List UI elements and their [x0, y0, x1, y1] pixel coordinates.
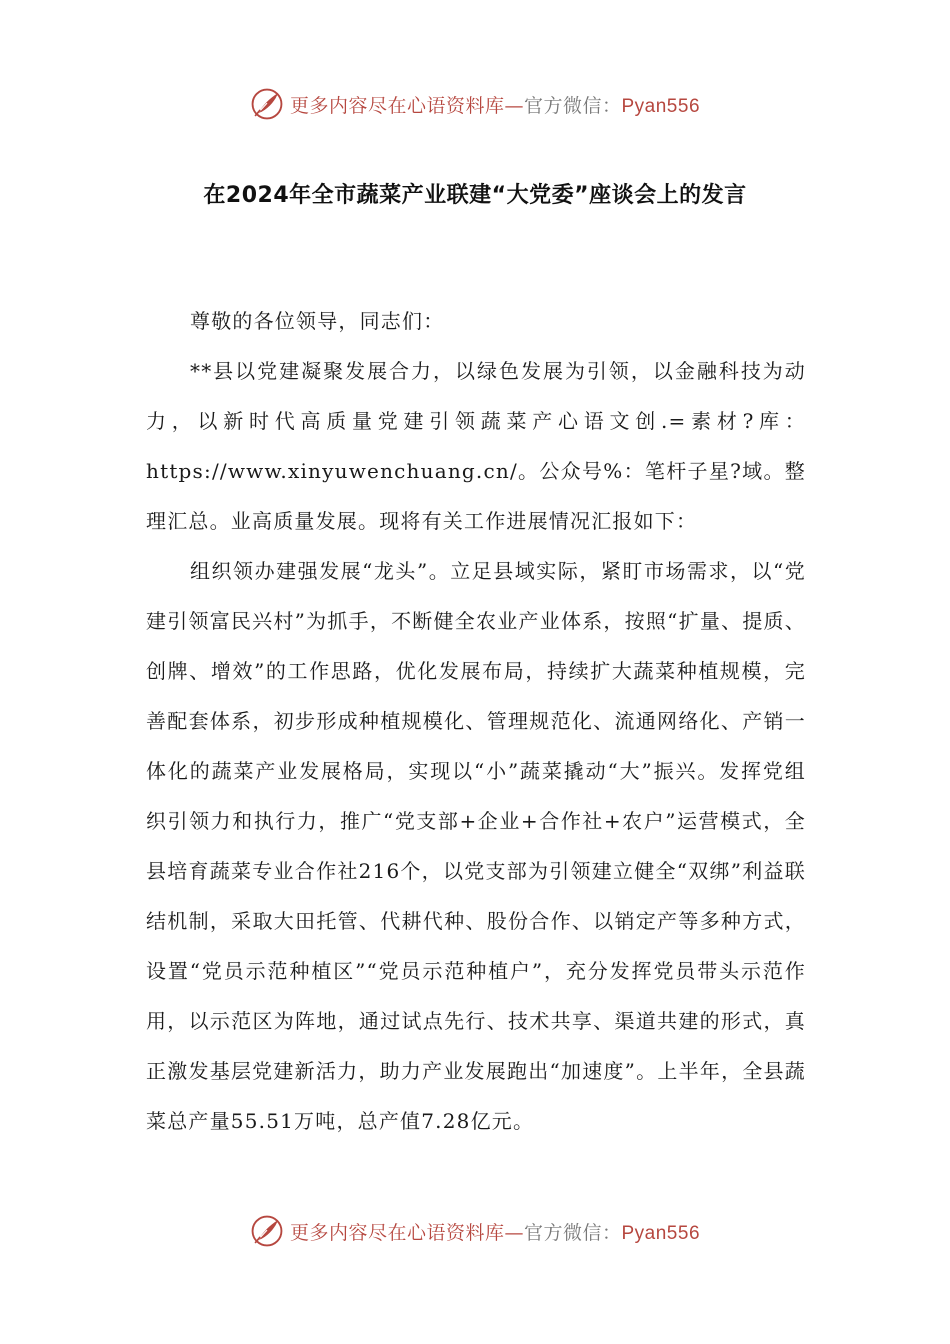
header-banner	[0, 84, 950, 124]
footer-banner	[0, 1211, 950, 1251]
quill-pen-logo-icon	[250, 1214, 284, 1248]
banner-dash: —	[504, 94, 524, 117]
banner-wechat-id: Pyan556	[621, 1222, 701, 1244]
banner-content	[250, 87, 700, 121]
banner-wechat-label: 官方微信：	[523, 94, 622, 117]
document-body	[146, 296, 806, 1146]
banner-wechat-id: Pyan556	[621, 95, 701, 117]
banner-text	[290, 1218, 700, 1245]
paragraph: 组织领办建强发展“龙头”。立足县域实际，紧盯市场需求，以“党建引领富民兴村”为抓手，不断健全农业产业体系，按照“扩量、提质、创牌、增效”的工作思路，优化发展布局，持续扩大蔬菜种植规模，完善配套体系，初步形成种植规模化、管理规范化、流通网络化、产销一体化的蔬菜产业发展格局，实现以“小”蔬菜撬动“大”振兴。发挥党组织引领力和执行力，推广“党支部+企业+合作社+农户”运营模式，全县培育蔬菜专业合作社216个，以党支部为引领建立健全“双绑”利益联结机制，采取大田托管、代耕代种、股份合作、以销定产等多种方式，设置“党员示范种植区”“党员示范种植户”，充分发挥党员带头示范作用，以示范区为阵地，通过试点先行、技术共享、渠道共建的形式，真正激发基层党建新活力，助力产业发展跑出“加速度”。上半年，全县蔬菜总产量55.51万吨，总产值7.28亿元。	[146, 559, 806, 1133]
document-title: 在2024年全市蔬菜产业联建“大党委”座谈会上的发言	[203, 183, 747, 208]
banner-content	[250, 1214, 700, 1248]
banner-text	[290, 91, 700, 118]
banner-slogan: 更多内容尽在心语资料库	[289, 94, 505, 117]
banner-wechat-label: 官方微信：	[523, 1221, 622, 1244]
banner-slogan: 更多内容尽在心语资料库	[289, 1221, 505, 1244]
banner-dash: —	[504, 1221, 524, 1244]
paragraph: **县以党建凝聚发展合力，以绿色发展为引领，以金融科技为动力，以新时代高质量党建引领蔬菜产心语文创.=素材?库：https://www.xinyuwenchuang.cn/。公众号%：笔杆子星?域。整理汇总。业高质量发展。现将有关工作进展情况汇报如下：	[146, 359, 806, 533]
quill-pen-logo-icon	[250, 87, 284, 121]
salutation: 尊敬的各位领导，同志们：	[190, 309, 445, 333]
